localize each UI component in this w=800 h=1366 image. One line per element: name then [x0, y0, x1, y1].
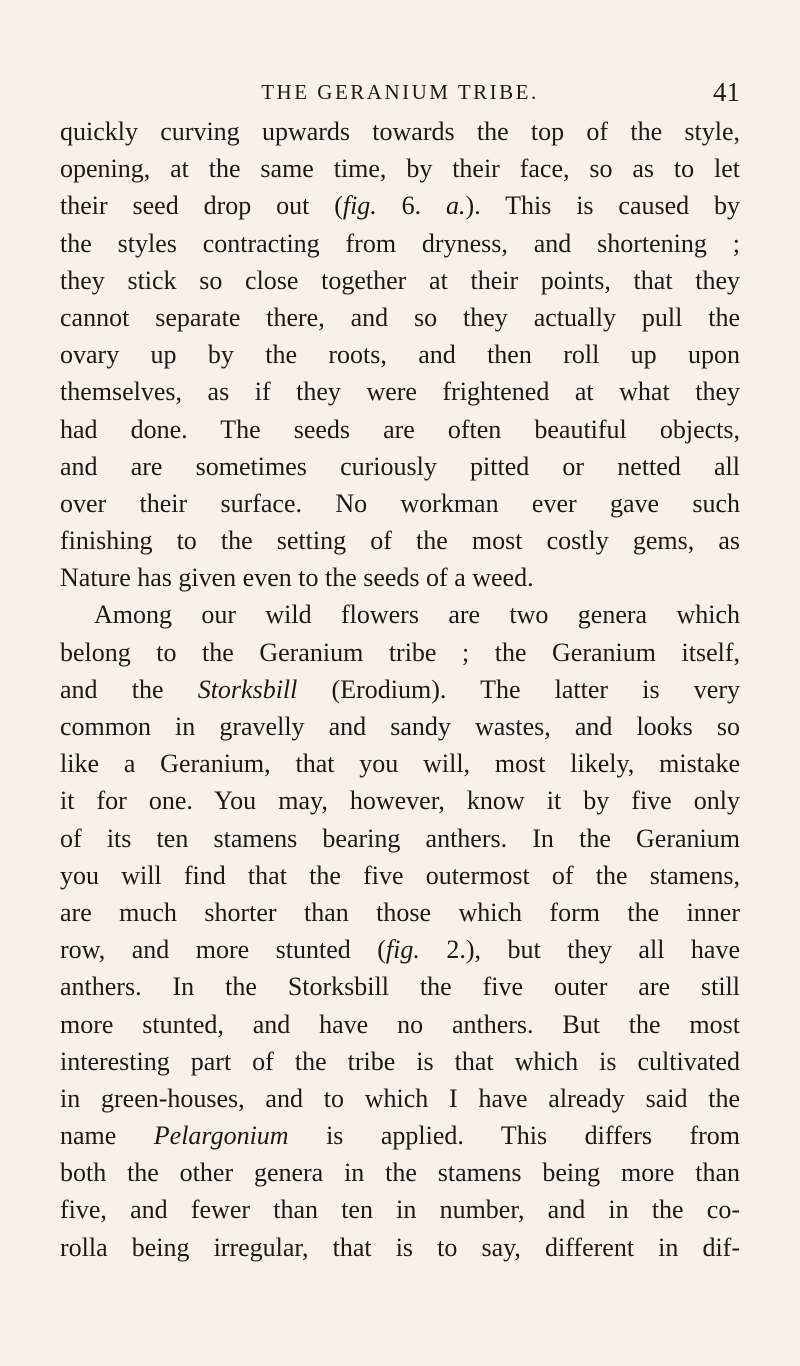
- text-run: Among our wild flowers are two genera which: [94, 600, 740, 630]
- text-run: like a Geranium, that you will, most likely, mistake: [60, 749, 740, 779]
- text-run: finishing to the setting of the most costly gems, as: [60, 526, 740, 556]
- text-line: [60, 671, 740, 708]
- text-run: themselves, as if they were frightened at what they: [60, 377, 740, 407]
- text-run: of its ten stamens bearing anthers. In the Geranium: [60, 823, 740, 853]
- text-line: [60, 522, 740, 559]
- text-line: [60, 411, 740, 448]
- text-run: and the: [60, 674, 198, 704]
- text-line: [60, 820, 740, 857]
- text-run: rolla being irregular, that is to say, different in dif-: [60, 1232, 740, 1262]
- text-run: interesting part of the tribe is that which is cultivated: [60, 1046, 740, 1076]
- text-run: both the other genera in the stamens being more than: [60, 1158, 740, 1188]
- text-line: [60, 1117, 740, 1154]
- text-line: [60, 782, 740, 819]
- text-run: opening, at the same time, by their face, so as to let: [60, 154, 740, 184]
- text-line: [60, 1043, 740, 1080]
- text-line: [60, 1006, 740, 1043]
- text-run: five, and fewer than ten in number, and in the co-: [60, 1195, 740, 1225]
- text-line: [60, 894, 740, 931]
- text-line: [60, 1229, 740, 1266]
- text-run: (Erodium). The latter is very: [297, 674, 740, 704]
- text-line: [60, 448, 740, 485]
- italic-run: Pelargonium: [153, 1121, 289, 1151]
- text-run: more stunted, and have no anthers. But the most: [60, 1009, 740, 1039]
- text-line: [60, 857, 740, 894]
- text-line: [60, 745, 740, 782]
- text-run: in green-houses, and to which I have already said the: [60, 1083, 740, 1113]
- running-title: THE GERANIUM TRIBE.: [261, 80, 539, 104]
- text-line: [60, 150, 740, 187]
- text-line: [60, 1080, 740, 1117]
- text-run: ). This is caused by: [465, 191, 740, 221]
- text-run: the styles contracting from dryness, and shortening ;: [60, 228, 740, 258]
- text-line: [60, 1154, 740, 1191]
- text-run: name: [60, 1121, 154, 1151]
- text-run: quickly curving upwards towards the top of the style,: [60, 117, 740, 146]
- text-line: [60, 559, 740, 596]
- body-text: [60, 113, 740, 1266]
- text-run: their seed drop out (: [60, 191, 343, 221]
- text-run: cannot separate there, and so they actually pull the: [60, 302, 740, 332]
- text-run: are much shorter than those which form the inner: [60, 897, 740, 927]
- text-run: belong to the Geranium tribe ; the Geranium itself,: [60, 637, 740, 667]
- text-run: you will find that the five outermost of the stamens,: [60, 860, 740, 890]
- text-run: common in gravelly and sandy wastes, and looks so: [60, 712, 740, 741]
- text-line: [60, 1191, 740, 1228]
- text-line: [60, 708, 740, 745]
- text-line: [60, 187, 740, 224]
- text-run: is applied. This differs from: [288, 1121, 740, 1151]
- text-line: [60, 225, 740, 262]
- text-run: it for one. You may, however, know it by five only: [60, 786, 740, 816]
- text-line: [60, 634, 740, 671]
- text-run: and are sometimes curiously pitted or netted all: [60, 451, 740, 481]
- italic-run: fig.: [385, 935, 420, 965]
- text-run: over their surface. No workman ever gave such: [60, 488, 740, 518]
- text-line: [60, 262, 740, 299]
- text-run: they stick so close together at their points, that they: [60, 265, 740, 295]
- text-run: Nature has given even to the seeds of a weed.: [60, 563, 534, 593]
- text-run: ovary up by the roots, and then roll up upon: [60, 340, 740, 370]
- text-run: had done. The seeds are often beautiful objects,: [60, 414, 740, 444]
- text-line: [60, 931, 740, 968]
- text-line: [60, 299, 740, 336]
- text-line: [60, 113, 740, 150]
- text-line: [60, 336, 740, 373]
- italic-run: Storksbill: [197, 674, 298, 704]
- text-run: 2.), but they all have: [419, 935, 740, 965]
- text-run: row, and more stunted (: [60, 935, 386, 965]
- italic-run: fig.: [342, 191, 377, 221]
- page-number: 41: [713, 77, 740, 107]
- text-line: [60, 373, 740, 410]
- text-line: [60, 596, 740, 633]
- running-head: [60, 74, 740, 114]
- text-run: 6.: [376, 191, 447, 221]
- italic-run: a.: [446, 191, 466, 221]
- text-run: anthers. In the Storksbill the five outer are still: [60, 972, 740, 1002]
- text-line: [60, 968, 740, 1005]
- text-line: [60, 485, 740, 522]
